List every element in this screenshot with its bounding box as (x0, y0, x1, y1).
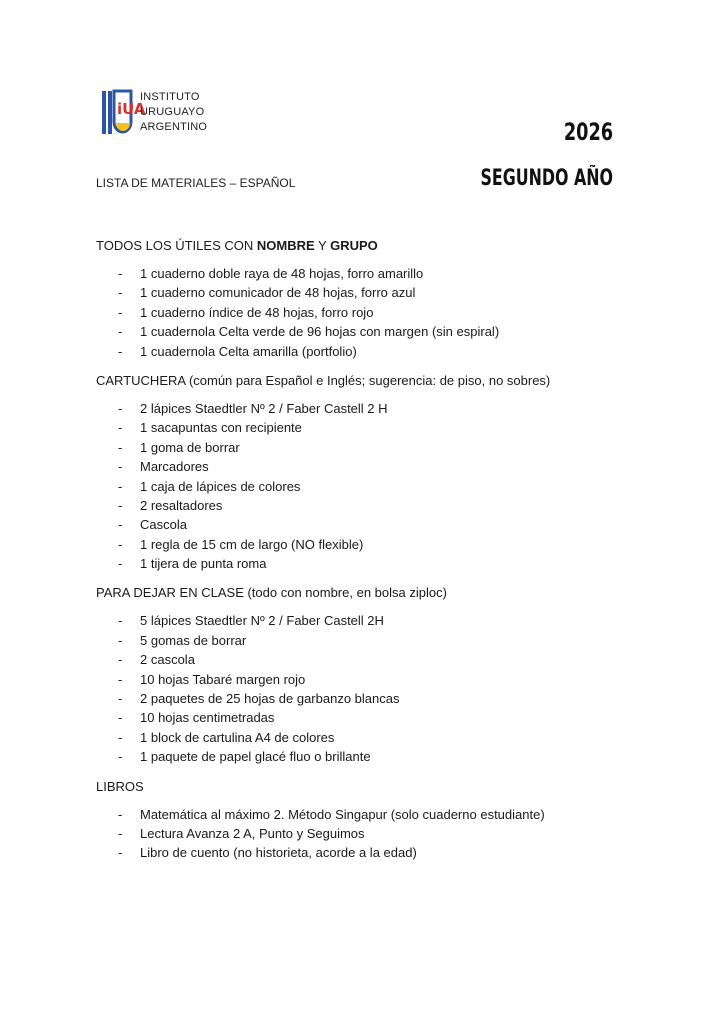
list-item-text: 1 goma de borrar (140, 439, 240, 455)
list-item (96, 728, 636, 747)
item-list (96, 399, 636, 574)
dash-bullet: - (118, 343, 123, 359)
list-item (96, 805, 636, 824)
school-name (140, 90, 207, 135)
list-item (96, 554, 636, 573)
section-heading (96, 583, 636, 602)
school-name-line: URUGUAYO (140, 106, 205, 118)
item-list (96, 805, 636, 863)
list-item-text: 1 cuadernola Celta verde de 96 hojas con margen (sin espiral) (140, 324, 500, 340)
list-item (96, 496, 636, 515)
list-item-text: 5 lápices Staedtler Nº 2 / Faber Castell 2H (140, 613, 384, 629)
list-item (96, 611, 636, 630)
list-item-text: 2 cascola (140, 652, 195, 668)
list-item-text: 1 regla de 15 cm de largo (NO flexible) (140, 536, 364, 552)
dash-bullet: - (118, 517, 123, 533)
logo-mark-text: iUA (117, 100, 146, 118)
dash-bullet: - (118, 420, 123, 436)
list-item-text: 1 paquete de papel glacé fluo o brillante (140, 749, 371, 765)
list-item-text: Marcadores (140, 459, 209, 475)
dash-bullet: - (118, 266, 123, 281)
list-item-text: 2 paquetes de 25 hojas de garbanzo blancas (140, 691, 400, 707)
list-item (96, 342, 636, 361)
section (96, 371, 636, 574)
school-crest-icon (101, 90, 146, 136)
heading-text: Y (314, 238, 331, 253)
dash-bullet: - (118, 613, 123, 629)
dash-bullet: - (118, 632, 123, 648)
list-item (96, 399, 636, 418)
list-item-text: Matemática al máximo 2. Método Singapur (solo cuaderno estudiante) (140, 806, 545, 822)
dash-bullet: - (118, 806, 123, 822)
item-list (96, 611, 636, 766)
section-heading (96, 236, 636, 255)
list-item-text: 1 cuaderno doble raya de 48 hojas, forro amarillo (140, 266, 424, 281)
list-item (96, 843, 636, 862)
list-item-text: 1 cuadernola Celta amarilla (portfolio) (140, 343, 357, 359)
list-item (96, 631, 636, 650)
list-item (96, 670, 636, 689)
list-item-text: 1 tijera de punta roma (140, 556, 267, 572)
list-item (96, 303, 636, 322)
list-item-text: 5 gomas de borrar (140, 632, 247, 648)
list-item (96, 264, 636, 283)
heading-text: PARA DEJAR EN CLASE (todo con nombre, en bolsa ziploc) (96, 585, 447, 601)
heading-emphasis: GRUPO (330, 238, 378, 253)
section (96, 583, 636, 766)
dash-bullet: - (118, 652, 123, 668)
heading-emphasis: NOMBRE (256, 238, 315, 253)
list-item-text: Cascola (140, 517, 187, 533)
heading-text: TODOS LOS ÚTILES CON (96, 238, 257, 253)
heading-text: CARTUCHERA (común para Español e Inglés; sugerencia: de piso, no sobres) (96, 372, 551, 388)
dash-bullet: - (118, 324, 123, 340)
dash-bullet: - (118, 459, 123, 475)
list-item (96, 650, 636, 669)
dash-bullet: - (118, 691, 123, 707)
school-name-line: INSTITUTO (140, 91, 200, 103)
grade-level: SEGUNDO AÑO (480, 166, 613, 191)
dash-bullet: - (118, 825, 123, 841)
dash-bullet: - (118, 671, 123, 687)
list-item (96, 457, 636, 476)
list-item (96, 438, 636, 457)
dash-bullet: - (118, 497, 123, 513)
list-item-text: 10 hojas centimetradas (140, 710, 275, 726)
list-item (96, 708, 636, 727)
list-item (96, 689, 636, 708)
dash-bullet: - (118, 304, 123, 320)
list-item (96, 322, 636, 341)
list-item-text: 1 sacapuntas con recipiente (140, 420, 302, 436)
list-item-text: 2 lápices Staedtler Nº 2 / Faber Castell 2 H (140, 400, 388, 416)
list-item-text: Libro de cuento (no historieta, acorde a la edad) (140, 845, 417, 861)
list-item (96, 418, 636, 437)
list-item-text: 10 hojas Tabaré margen rojo (140, 671, 306, 687)
dash-bullet: - (118, 478, 123, 494)
list-item (96, 535, 636, 554)
document-title: LISTA DE MATERIALES – ESPAÑOL (96, 176, 296, 190)
school-name-line: ARGENTINO (140, 121, 208, 133)
list-item-text: 1 caja de lápices de colores (140, 478, 301, 494)
dash-bullet: - (118, 556, 123, 572)
item-list (96, 264, 636, 361)
dash-bullet: - (118, 729, 123, 745)
year: 2026 (563, 118, 613, 146)
list-item-text: 1 cuaderno índice de 48 hojas, forro rojo (140, 304, 374, 320)
dash-bullet: - (118, 845, 123, 861)
list-item (96, 824, 636, 843)
list-item-text: 2 resaltadores (140, 497, 223, 513)
school-logo (101, 90, 241, 138)
dash-bullet: - (118, 749, 123, 765)
list-item (96, 747, 636, 766)
heading-text: LIBROS (96, 778, 144, 794)
list-item (96, 477, 636, 496)
section (96, 777, 636, 863)
dash-bullet: - (118, 285, 123, 301)
dash-bullet: - (118, 400, 123, 416)
dash-bullet: - (118, 536, 123, 552)
list-item (96, 283, 636, 302)
list-item (96, 515, 636, 534)
materials-list (96, 236, 636, 873)
dash-bullet: - (118, 439, 123, 455)
section-heading (96, 777, 636, 796)
section (96, 236, 636, 361)
dash-bullet: - (118, 710, 123, 726)
list-item-text: 1 cuaderno comunicador de 48 hojas, forro azul (140, 285, 416, 301)
section-heading (96, 371, 636, 390)
list-item-text: 1 block de cartulina A4 de colores (140, 729, 335, 745)
list-item-text: Lectura Avanza 2 A, Punto y Seguimos (140, 825, 365, 841)
